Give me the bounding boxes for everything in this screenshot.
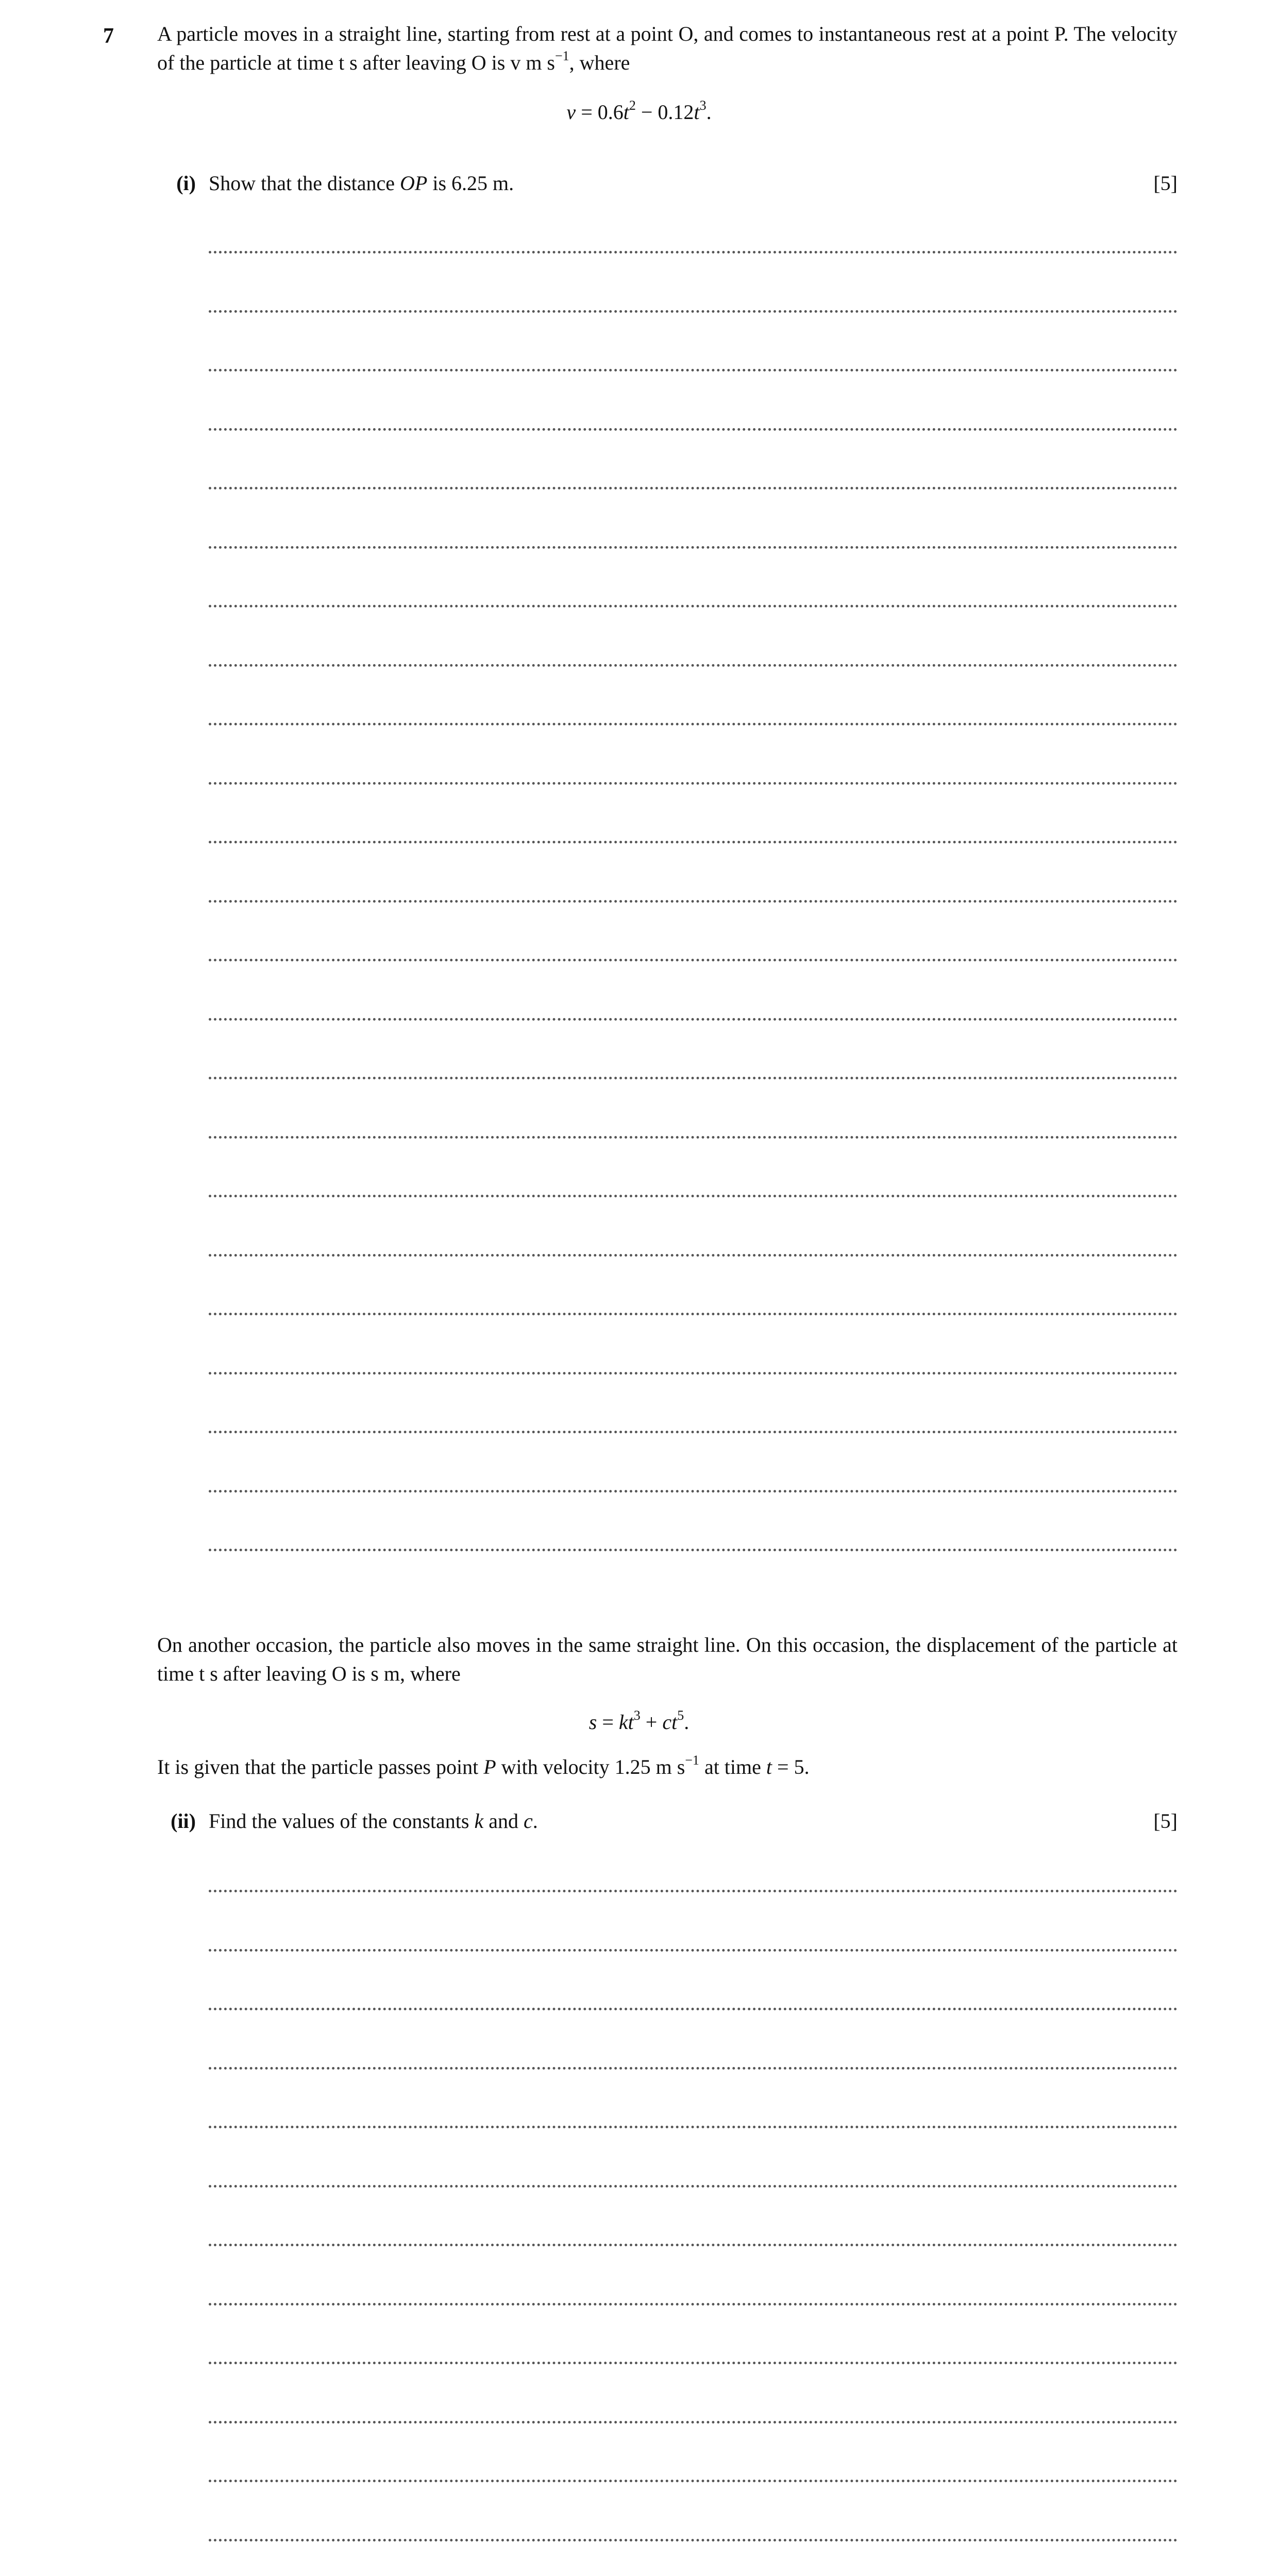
answer-line[interactable] xyxy=(209,1490,1178,1493)
answer-line[interactable] xyxy=(209,1313,1178,1315)
part-i-label: (i) xyxy=(176,172,196,195)
answer-line[interactable] xyxy=(209,1254,1178,1257)
answer-line[interactable] xyxy=(209,2185,1178,2188)
answer-line[interactable] xyxy=(209,1549,1178,1551)
answer-line[interactable] xyxy=(209,1372,1178,1375)
part-ii-text: Find the values of the constants k and c. xyxy=(209,1809,538,1833)
answer-line[interactable] xyxy=(209,546,1178,549)
displacement-equation: $s = kt^3 + ct^5$. xyxy=(588,1707,690,1734)
answer-line[interactable] xyxy=(209,2421,1178,2424)
answer-line[interactable] xyxy=(209,369,1178,371)
question-intro xyxy=(157,20,1178,77)
answer-line[interactable] xyxy=(209,841,1178,843)
answer-line[interactable] xyxy=(209,605,1178,607)
answer-line[interactable] xyxy=(209,1018,1178,1021)
answer-line[interactable] xyxy=(209,487,1178,489)
given-velocity-statement: It is given that the particle passes point P with velocity 1.25 m $s^{-1}$ at time t = 5. xyxy=(157,1752,810,1778)
answer-line[interactable] xyxy=(209,723,1178,725)
answer-line[interactable] xyxy=(209,310,1178,313)
part-ii-row xyxy=(0,1807,1278,1836)
answer-line[interactable] xyxy=(209,2362,1178,2364)
answer-line[interactable] xyxy=(209,2008,1178,2010)
part-i-text: Show that the distance OP is 6.25 m. xyxy=(209,172,514,195)
answer-line[interactable] xyxy=(209,1949,1178,1952)
answer-line[interactable] xyxy=(209,2067,1178,2070)
answer-line[interactable] xyxy=(209,1077,1178,1079)
intro-text: A particle moves in a straight line, starting from rest at a point O, and comes to instantaneous rest at a point P. The velocity of the particle at time t s after leaving O is v m s xyxy=(157,22,1178,74)
answer-line[interactable] xyxy=(209,2126,1178,2128)
answer-line[interactable] xyxy=(209,251,1178,253)
part-i-row xyxy=(0,169,1278,198)
part-ii-label: (ii) xyxy=(171,1809,196,1833)
answer-line[interactable] xyxy=(209,1195,1178,1197)
answer-line[interactable] xyxy=(209,782,1178,785)
answer-line[interactable] xyxy=(209,1890,1178,1892)
answer-line[interactable] xyxy=(209,2539,1178,2541)
answer-line[interactable] xyxy=(209,959,1178,961)
answer-line[interactable] xyxy=(209,2244,1178,2246)
answer-line[interactable] xyxy=(209,900,1178,903)
question-number: 7 xyxy=(103,24,114,48)
answer-line[interactable] xyxy=(209,1136,1178,1139)
intro-exponent: −1 xyxy=(555,48,569,63)
part-ii-marks: [5] xyxy=(1153,1809,1178,1833)
answer-line[interactable] xyxy=(209,2303,1178,2306)
intro-end: , where xyxy=(569,51,630,74)
answer-line[interactable] xyxy=(209,2480,1178,2482)
answer-line[interactable] xyxy=(209,1431,1178,1433)
second-occasion-intro: On another occasion, the particle also moves in the same straight line. On this occasion, the displacement of the particle at time t s after leaving O is s m, where xyxy=(157,1633,1178,1685)
part-i-marks: [5] xyxy=(1153,172,1178,195)
answer-line[interactable] xyxy=(209,664,1178,667)
velocity-equation: $v = 0.6t^2 - 0.12t^3$. xyxy=(566,97,712,124)
answer-line[interactable] xyxy=(209,428,1178,431)
